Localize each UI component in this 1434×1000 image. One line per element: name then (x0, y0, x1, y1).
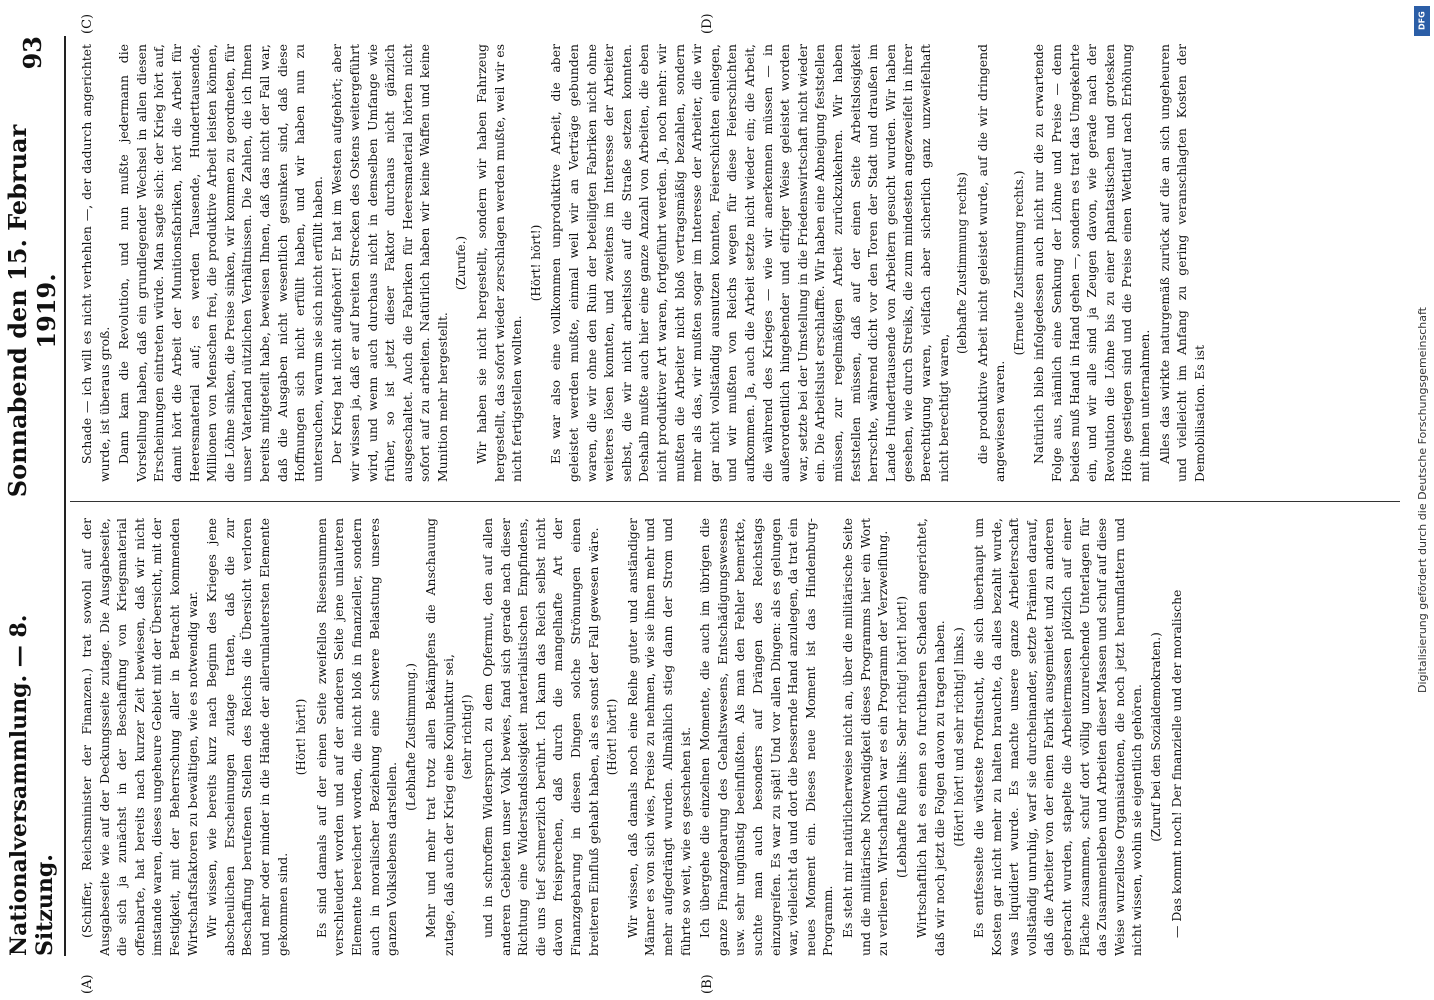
margin-mark-d: (D) (700, 13, 715, 34)
digitization-credit (1410, 0, 1434, 1000)
interjection: (Hört! hört! und sehr richtig! links.) (951, 627, 966, 847)
margin-mark-a: (A) (80, 974, 95, 994)
interjection: (sehr richtig!) (460, 694, 475, 780)
left-column (78, 518, 1398, 956)
credit-text: Digitalisierung gefördert durch die Deutsche Forschungsgemeinschaft (1415, 307, 1429, 693)
paragraph: Natürlich blieb infolgedessen auch nicht nur die zu erwartende Folge aus, nämlich eine Senkung der Löhne und Preise — denn beides muß Hand in Hand gehen —, sondern es trat das Umgekehrte ein, und wir alle sind ja Zeugen davon, wie gerade nach der Revolution die Löhne bis zu einer phantastischen und grotesken Höhe gestiegen sind und die Preise einen Wettlauf nach Erhöhung mit ihnen unternahmen. (1031, 44, 1153, 482)
paragraph: — Das kommt noch! Der finanzielle und der moralische (1168, 589, 1184, 938)
interjection: (Erneute Zustimmung rechts.) (1011, 170, 1026, 356)
paragraph: Es war also eine vollkommen unproduktive Arbeit, die aber geleistet werden mußte, einmal weil wir an Verträge gebunden waren, die wir ohne den Ruin der beteiligten Fabriken nicht ohne weiteres lösen konnten, und zweitens im Interesse der Arbeiter selbst, die wir nicht arbeitslos auf die Straße setzen konnten. Deshalb mußte auch hier eine ganze Anzahl von Arbeiten, die eben nicht produktiver Art waren, fortgeführt werden. Ja, noch mehr: wir mußten die Arbeiter nicht bloß vertragsmäßig bezahlen, sondern mehr als das, wir mußten sogar im Interesse der Arbeiter, die wir gar nicht vollständig ausnutzen konnten, Feierschichten einlegen, und wir mußten von Reichs wegen für diese Feierschichten aufkommen. Ja, auch die Arbeit setzte nicht wieder ein; die Arbeit, die während des Krieges — wie wir anerkennen müssen — in außerordentlich hingebender und eifriger Weise geleistet worden war, setzte bei der Umstellung in die Friedenswirtschaft nicht wieder ein. Die Arbeitslust erschlaffte. Wir haben eine Abneigung feststellen müssen, zur regelmäßigen Arbeit zurückzukehren. Wir haben feststellen müssen, daß auf der einen Seite Arbeitslosigkeit herrschte, während dicht vor den Toren der Stadt und draußen im Lande Hunderttausende von Arbeitern gesucht wurden. Wir haben gesehen, wie durch Streiks, die zum mindesten angezweifelt in ihrer Berechtigung waren, vielfach aber sicherlich ganz unzweifelhaft nicht berechtigt waren, (548, 44, 951, 482)
header-date: Sonnabend den 15. Februar 1919. (3, 124, 61, 498)
margin-mark-c: (C) (80, 13, 95, 34)
paragraph: Ich übergehe die einzelnen Momente, die auch im übrigen die ganze Finanzgebarung des Gehaltswesens, Entschädigungswesens usw. sehr ungünstig beeinflußten. Als man den Fehler bemerkte, suchte man auch besonders auf Drängen des Reichstags einzugreifen. Es war zu spät! Und vor allen Dingen: als es gelungen war, vielleicht da und dort die bessernde Hand anzulegen, da trat ein neues Moment ein. Dieses neue Moment ist das Hindenburg-Programm. (697, 518, 836, 956)
interjection: (lebhafte Zustimmung rechts) (955, 172, 970, 354)
paragraph: (Schiffer, Reichsminister der Finanzen.) trat sowohl auf der Ausgabeseite wie auf der Deckungsseite zutage. Die Ausgabeseite, die sich ja zunächst in der Beschaffung von Kriegsmaterial offenbarte, hat bereits nach kurzer Zeit bewiesen, daß wir nicht imstande waren, dieses ungeheure Gebiet mit der Übersicht, mit der Festigkeit, mit der Beherrschung aller in Betracht kommenden Wirtschaftsfaktoren zu bewältigen, wie es notwendig war. (79, 518, 200, 956)
paragraph: Wir haben sie nicht hergestellt, sondern wir haben Fahrzeug hergestellt, das sofort wieder zerschlagen werden mußte, weil wir es nicht fertigstellen wollten. (474, 44, 525, 482)
column-divider (70, 501, 1400, 502)
paragraph: Schade — ich will es nicht verhehlen —, der dadurch angerichtet wurde, ist überaus groß. (79, 44, 112, 482)
paragraph: Es steht mir natürlicherweise nicht an, über die militärische Seite und die militärische Notwendigkeit dieses Programms hier ein Wort zu verlieren. Wirtschaftlich war es ein Programm der Verzweiflung. (839, 518, 891, 956)
interjection: (Hört! hört!) (294, 698, 309, 776)
paragraph: Der Krieg hat nicht aufgehört! Er hat im Westen aufgehört; aber wir wissen ja, daß er auf breiten Strecken des Ostens weitergeführt wird, und wenn auch durchaus nicht in demselben Umfange wie früher, so ist jetzt dieser Faktor durchaus nicht gänzlich ausgeschaltet. Auch die Fabriken für Heeresmaterial hörten nicht sofort auf zu arbeiten. Natürlich haben wir keine Waffen und keine Munition mehr hergestellt. (329, 44, 450, 482)
page-number: 93 (17, 36, 47, 70)
margin-mark-b: (B) (700, 974, 715, 994)
interjection: (Zuruf bei den Sozialdemokraten.) (1149, 632, 1164, 842)
paragraph: Wir wissen, wie bereits kurz nach Beginn des Krieges jene abscheulichen Erscheinungen zutage traten, daß die zur Beschaffung berufenen Stellen des Reichs die Übersicht verloren und mehr oder minder in die Hände der allerunlautersten Elemente gekommen sind. (204, 518, 290, 956)
right-column (78, 44, 1398, 482)
interjection: (Zurufe.) (454, 235, 469, 291)
page-header (0, 36, 66, 956)
interjection: (Lebhafte Zustimmung.) (403, 663, 418, 811)
paragraph: Alles das wirkte naturgemäß zurück auf die an sich ungeheuren und vielleicht im Anfang zu gering veranschlagten Kosten der Demobilisation. Es ist (1156, 44, 1207, 482)
header-session-title: Nationalversammlung. — 8. Sitzung. (6, 614, 58, 956)
paragraph: Es sind damals auf der einen Seite zweifellos Riesensummen verschleudert worden und auf der anderen Seite jene unlauteren Elemente bereichert worden, die nicht bloß in finanzieller, sondern auch in moralischer Beziehung eine schwere Belastung unseres ganzen Volkslebens darstellen. (313, 518, 400, 956)
paragraph: Es entfesselte die wüsteste Profitsucht, die sich überhaupt um Kosten gar nicht mehr zu halten brauchte, da alles bezahlt wurde, was liquidiert wurde. Es machte unsere ganze Arbeiterschaft vollständig unruhig, warf sie durcheinander, setzte Prämien darauf, daß die Arbeiter von der einen Fabrik ausgemietet und zu anderen gebracht wurden, stapelte die Arbeitermassen plötzlich auf einer Fläche zusammen, schuf dort völlig unzureichende Unterlagen für das Zusammenleben und Arbeiten dieser Massen und schuf auf diese Weise wurzellose Organisationen, die noch jetzt herumflattern und nicht wissen, wohin sie eigentlich gehören. (971, 518, 1145, 956)
paragraph: und in schroffem Widerspruch zu dem Opfermut, den auf allen anderen Gebieten unser Volk bewies, fand sich gerade nach dieser Richtung eine Widerstandslosigkeit materialistischen Empfindens, die uns tief schmerzlich berührt. Ich kann das Reich selbst nicht davon freisprechen, daß durch die mangelhafte Art der Finanzgebarung in diesen Dingen solche Strömungen einen breiteren Einfluß gehabt haben, als es sonst der Fall gewesen wäre. (480, 518, 601, 956)
interjection: (Hört! hört!) (605, 698, 620, 776)
paragraph: Mehr und mehr trat trotz allen Bekämpfens die Anschauung zutage, daß auch der Krieg eine Konjunktur sei, (423, 518, 456, 956)
paragraph: die produktive Arbeit nicht geleistet wurde, auf die wir dringend angewiesen waren. (974, 44, 1008, 482)
digitization-credit-strip (1410, 0, 1434, 1000)
interjection: (Hört! hört!) (528, 224, 543, 302)
paragraph: Wirtschaftlich hat es einen so furchtbaren Schaden angerichtet, daß wir noch jetzt die Folgen davon zu tragen haben. (914, 518, 947, 956)
paragraph: Dann kam die Revolution, und nun mußte jedermann die Vorstellung haben, daß ein grundlegender Wechsel in allen diesen Erscheinungen eintreten würde. Man sagte sich: der Krieg hört auf, damit hört die Arbeit der Munitionsfabriken, hört die Arbeit für Heeresmaterial auf; es werden Tausende, Hunderttausende, Millionen von Menschen frei, die produktive Arbeit leisten können, die Löhne sinken, die Preise sinken, wir kommen zu geordneten, für unser Vaterland nützlichen Verhältnissen. Die Zahlen, die ich Ihnen bereits mitgeteilt habe, beweisen Ihnen, daß das nicht der Fall war, daß die Ausgaben nicht wesentlich gesunken sind, daß diese Hoffnungen sich nicht erfüllt haben, und wir haben nun zu untersuchen, warum sie sich nicht erfüllt haben. (116, 44, 325, 482)
dfg-logo-icon: DFG (1414, 6, 1430, 36)
paragraph: Wir wissen, daß damals noch eine Reihe guter und anständiger Männer es von sich wies, Preise zu nehmen, wie sie ihnen mehr und mehr aufgedrängt wurden. Allmählich stieg dann der Strom und führte so weit, wie es geschehen ist. (624, 518, 693, 956)
interjection: (Lebhafte Rufe links: Sehr richtig! hört! hört!) (894, 595, 909, 879)
